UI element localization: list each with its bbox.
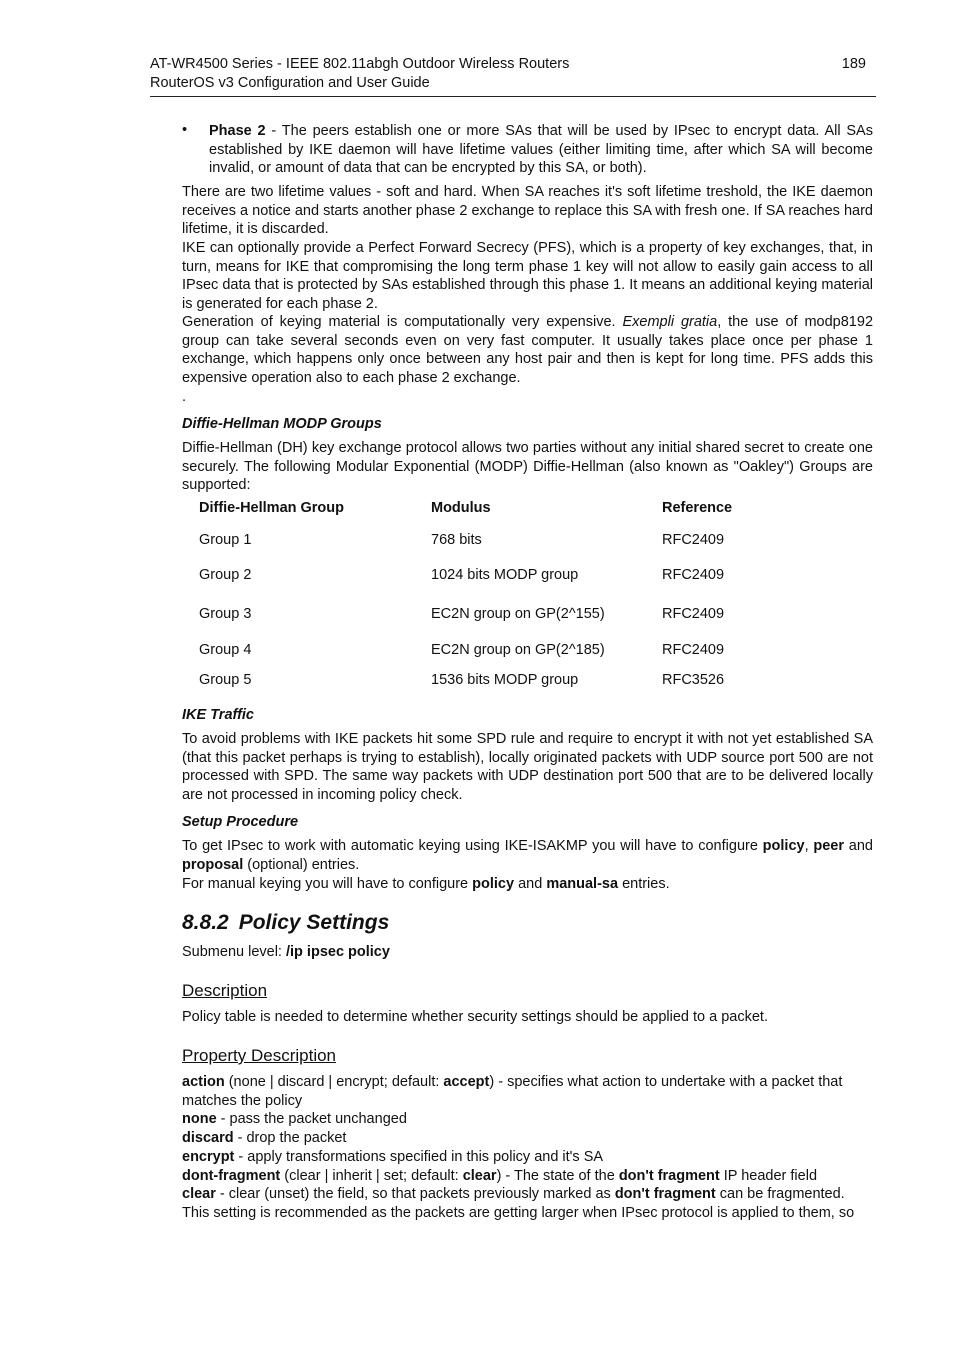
property-text: - apply transformations specified in this policy and it's SA bbox=[234, 1148, 604, 1165]
property-description-heading: Property Description bbox=[182, 1046, 337, 1065]
submenu-path: /ip ipsec policy bbox=[285, 944, 390, 960]
phase2-paragraph bbox=[209, 122, 873, 178]
setup-paragraph-2 bbox=[182, 875, 873, 894]
property-text: (none | discard | encrypt; default: bbox=[224, 1074, 444, 1090]
property-dont-fragment-line bbox=[182, 1167, 873, 1186]
dh-table-cell: RFC3526 bbox=[662, 672, 725, 688]
setup-keyword: peer bbox=[813, 838, 845, 854]
setup-keyword: policy bbox=[472, 876, 515, 892]
dh-paragraph: Diffie-Hellman (DH) key exchange protocol allows two parties without any initial shared secret to create one securely. The following Modular Exponential (MODP) Diffie-Hellman (also known as "Oakley") Groups are supported: bbox=[182, 440, 873, 494]
keying-paragraph bbox=[182, 313, 873, 388]
dh-table-cell: Group 3 bbox=[199, 606, 252, 622]
dh-table-cell: Group 5 bbox=[199, 672, 252, 688]
dh-heading: Diffie-Hellman MODP Groups bbox=[182, 416, 382, 432]
header-rule bbox=[150, 96, 876, 97]
setup-text: (optional) entries. bbox=[243, 856, 360, 873]
property-clear-line-2: This setting is recommended as the packets are getting larger when IPsec protocol is applied to them, so bbox=[182, 1204, 855, 1221]
property-value-name: clear bbox=[182, 1186, 216, 1203]
property-value-name: none bbox=[182, 1111, 217, 1128]
ike-traffic-heading: IKE Traffic bbox=[182, 707, 254, 723]
description-text: Policy table is needed to determine whether security settings should be applied to a packet. bbox=[182, 1009, 768, 1025]
property-text: - pass the packet unchanged bbox=[216, 1111, 407, 1128]
keying-text-italic: Exempli gratia bbox=[622, 314, 718, 330]
setup-heading: Setup Procedure bbox=[182, 814, 299, 830]
dh-table-cell: RFC2409 bbox=[662, 567, 725, 583]
property-default: clear bbox=[462, 1167, 497, 1184]
setup-text: entries. bbox=[618, 876, 670, 892]
section-title: Policy Settings bbox=[238, 911, 390, 934]
property-text: - clear (unset) the field, so that packets previously marked as bbox=[215, 1186, 615, 1203]
property-clear-line bbox=[182, 1185, 873, 1204]
keying-text-pre: Generation of keying material is computationally very expensive. bbox=[182, 314, 623, 330]
property-text: ) - specifies what action to undertake with a packet that bbox=[489, 1074, 843, 1090]
dh-table-cell: RFC2409 bbox=[662, 532, 725, 548]
section-number: 8.8.2 bbox=[182, 911, 229, 934]
dh-table-cell: Group 1 bbox=[199, 532, 252, 548]
dh-table-cell: 1536 bits MODP group bbox=[431, 672, 579, 688]
property-discard-line bbox=[182, 1129, 873, 1148]
property-keyword: don't fragment bbox=[618, 1167, 720, 1184]
dh-table-cell: 768 bits bbox=[431, 532, 482, 548]
header-title-line1: AT-WR4500 Series - IEEE 802.11abgh Outdoor Wireless Routers bbox=[150, 56, 570, 72]
page-number: 189 bbox=[841, 56, 866, 72]
setup-text: and bbox=[514, 876, 547, 892]
dh-table-cell: Group 4 bbox=[199, 642, 252, 658]
dh-table-cell: RFC2409 bbox=[662, 606, 725, 622]
property-default: accept bbox=[443, 1074, 490, 1090]
dh-table-cell: Group 2 bbox=[199, 567, 252, 583]
lifetime-paragraph: There are two lifetime values - soft and hard. When SA reaches it's soft lifetime treshold, the IKE daemon receives a notice and starts another phase 2 exchange to replace this SA with fresh one. If SA reaches hard lifetime, it is discarded. bbox=[182, 184, 873, 238]
stray-dot: . bbox=[182, 389, 187, 405]
property-value-name: encrypt bbox=[182, 1148, 235, 1165]
dh-table-cell: RFC2409 bbox=[662, 642, 725, 658]
property-list bbox=[182, 1073, 873, 1223]
section-heading bbox=[182, 911, 389, 935]
pfs-paragraph: IKE can optionally provide a Perfect Forward Secrecy (PFS), which is a property of key exchanges, that, in turn, means for IKE that compromising the long term phase 1 key will not allow to easily gain access to all IPsec data that is protected by SAs established through this phase 1. It means an additional keying material is generated for each phase 2. bbox=[182, 240, 873, 313]
property-action-line bbox=[182, 1073, 873, 1092]
description-heading: Description bbox=[182, 981, 268, 1000]
property-name: action bbox=[182, 1074, 225, 1090]
dh-table-header-reference: Reference bbox=[662, 500, 733, 516]
property-value-name: discard bbox=[182, 1130, 234, 1147]
setup-text: To get IPsec to work with automatic keying using IKE-ISAKMP you will have to configure bbox=[182, 838, 763, 854]
submenu-line bbox=[182, 943, 873, 962]
ike-traffic-paragraph: To avoid problems with IKE packets hit some SPD rule and require to encrypt it with not yet established SA (that this packet perhaps is trying to establish), locally originated packets with UDP source port 500 are not processed with SPD. The same way packets with UDP destination port 500 that are to be delivered locally are not processed in incoming policy check. bbox=[182, 731, 873, 804]
property-text: can be fragmented. bbox=[715, 1186, 845, 1203]
setup-text: For manual keying you will have to configure bbox=[182, 876, 473, 892]
header-title-line2: RouterOS v3 Configuration and User Guide bbox=[150, 75, 430, 91]
bullet-marker: • bbox=[182, 122, 188, 138]
page-header bbox=[150, 55, 876, 93]
property-keyword: don't fragment bbox=[614, 1186, 716, 1203]
phase2-text: - The peers establish one or more SAs that will be used by IPsec to encrypt data. All SAs established by IKE daemon will have lifetime values (either limiting time, after which SA will become invalid, or amount of data that can be encrypted by this SA, or both). bbox=[209, 123, 873, 177]
property-text: ) - The state of the bbox=[496, 1167, 619, 1184]
setup-keyword: policy bbox=[762, 838, 805, 854]
submenu-label: Submenu level: bbox=[182, 944, 286, 960]
property-encrypt-line bbox=[182, 1148, 873, 1167]
dh-table-cell: 1024 bits MODP group bbox=[431, 567, 579, 583]
setup-keyword: proposal bbox=[182, 856, 244, 873]
setup-paragraph-1 bbox=[182, 837, 873, 874]
dh-table-header-modulus: Modulus bbox=[431, 500, 491, 516]
property-name: dont-fragment bbox=[182, 1167, 281, 1184]
dh-table-header-group: Diffie-Hellman Group bbox=[199, 500, 345, 516]
setup-keyword: manual-sa bbox=[546, 876, 619, 892]
property-action-line-2: matches the policy bbox=[182, 1092, 303, 1109]
property-text: (clear | inherit | set; default: bbox=[280, 1167, 463, 1184]
keying-text-post: , the use of modp8192 group can take several seconds even on very fast computer. It usually takes place once per phase 1 exchange, which happens only once between any host pair and then is kept for long time. PFS adds this expensive operation also to each phase 2 exchange. bbox=[182, 314, 874, 387]
dh-table-cell: EC2N group on GP(2^155) bbox=[431, 606, 605, 622]
setup-text: , bbox=[804, 838, 814, 854]
property-none-line bbox=[182, 1110, 873, 1129]
property-text: - drop the packet bbox=[233, 1130, 347, 1147]
setup-text: and bbox=[844, 838, 873, 854]
phase2-label: Phase 2 bbox=[209, 123, 266, 139]
property-text: IP header field bbox=[719, 1167, 818, 1184]
dh-table-cell: EC2N group on GP(2^185) bbox=[431, 642, 605, 658]
